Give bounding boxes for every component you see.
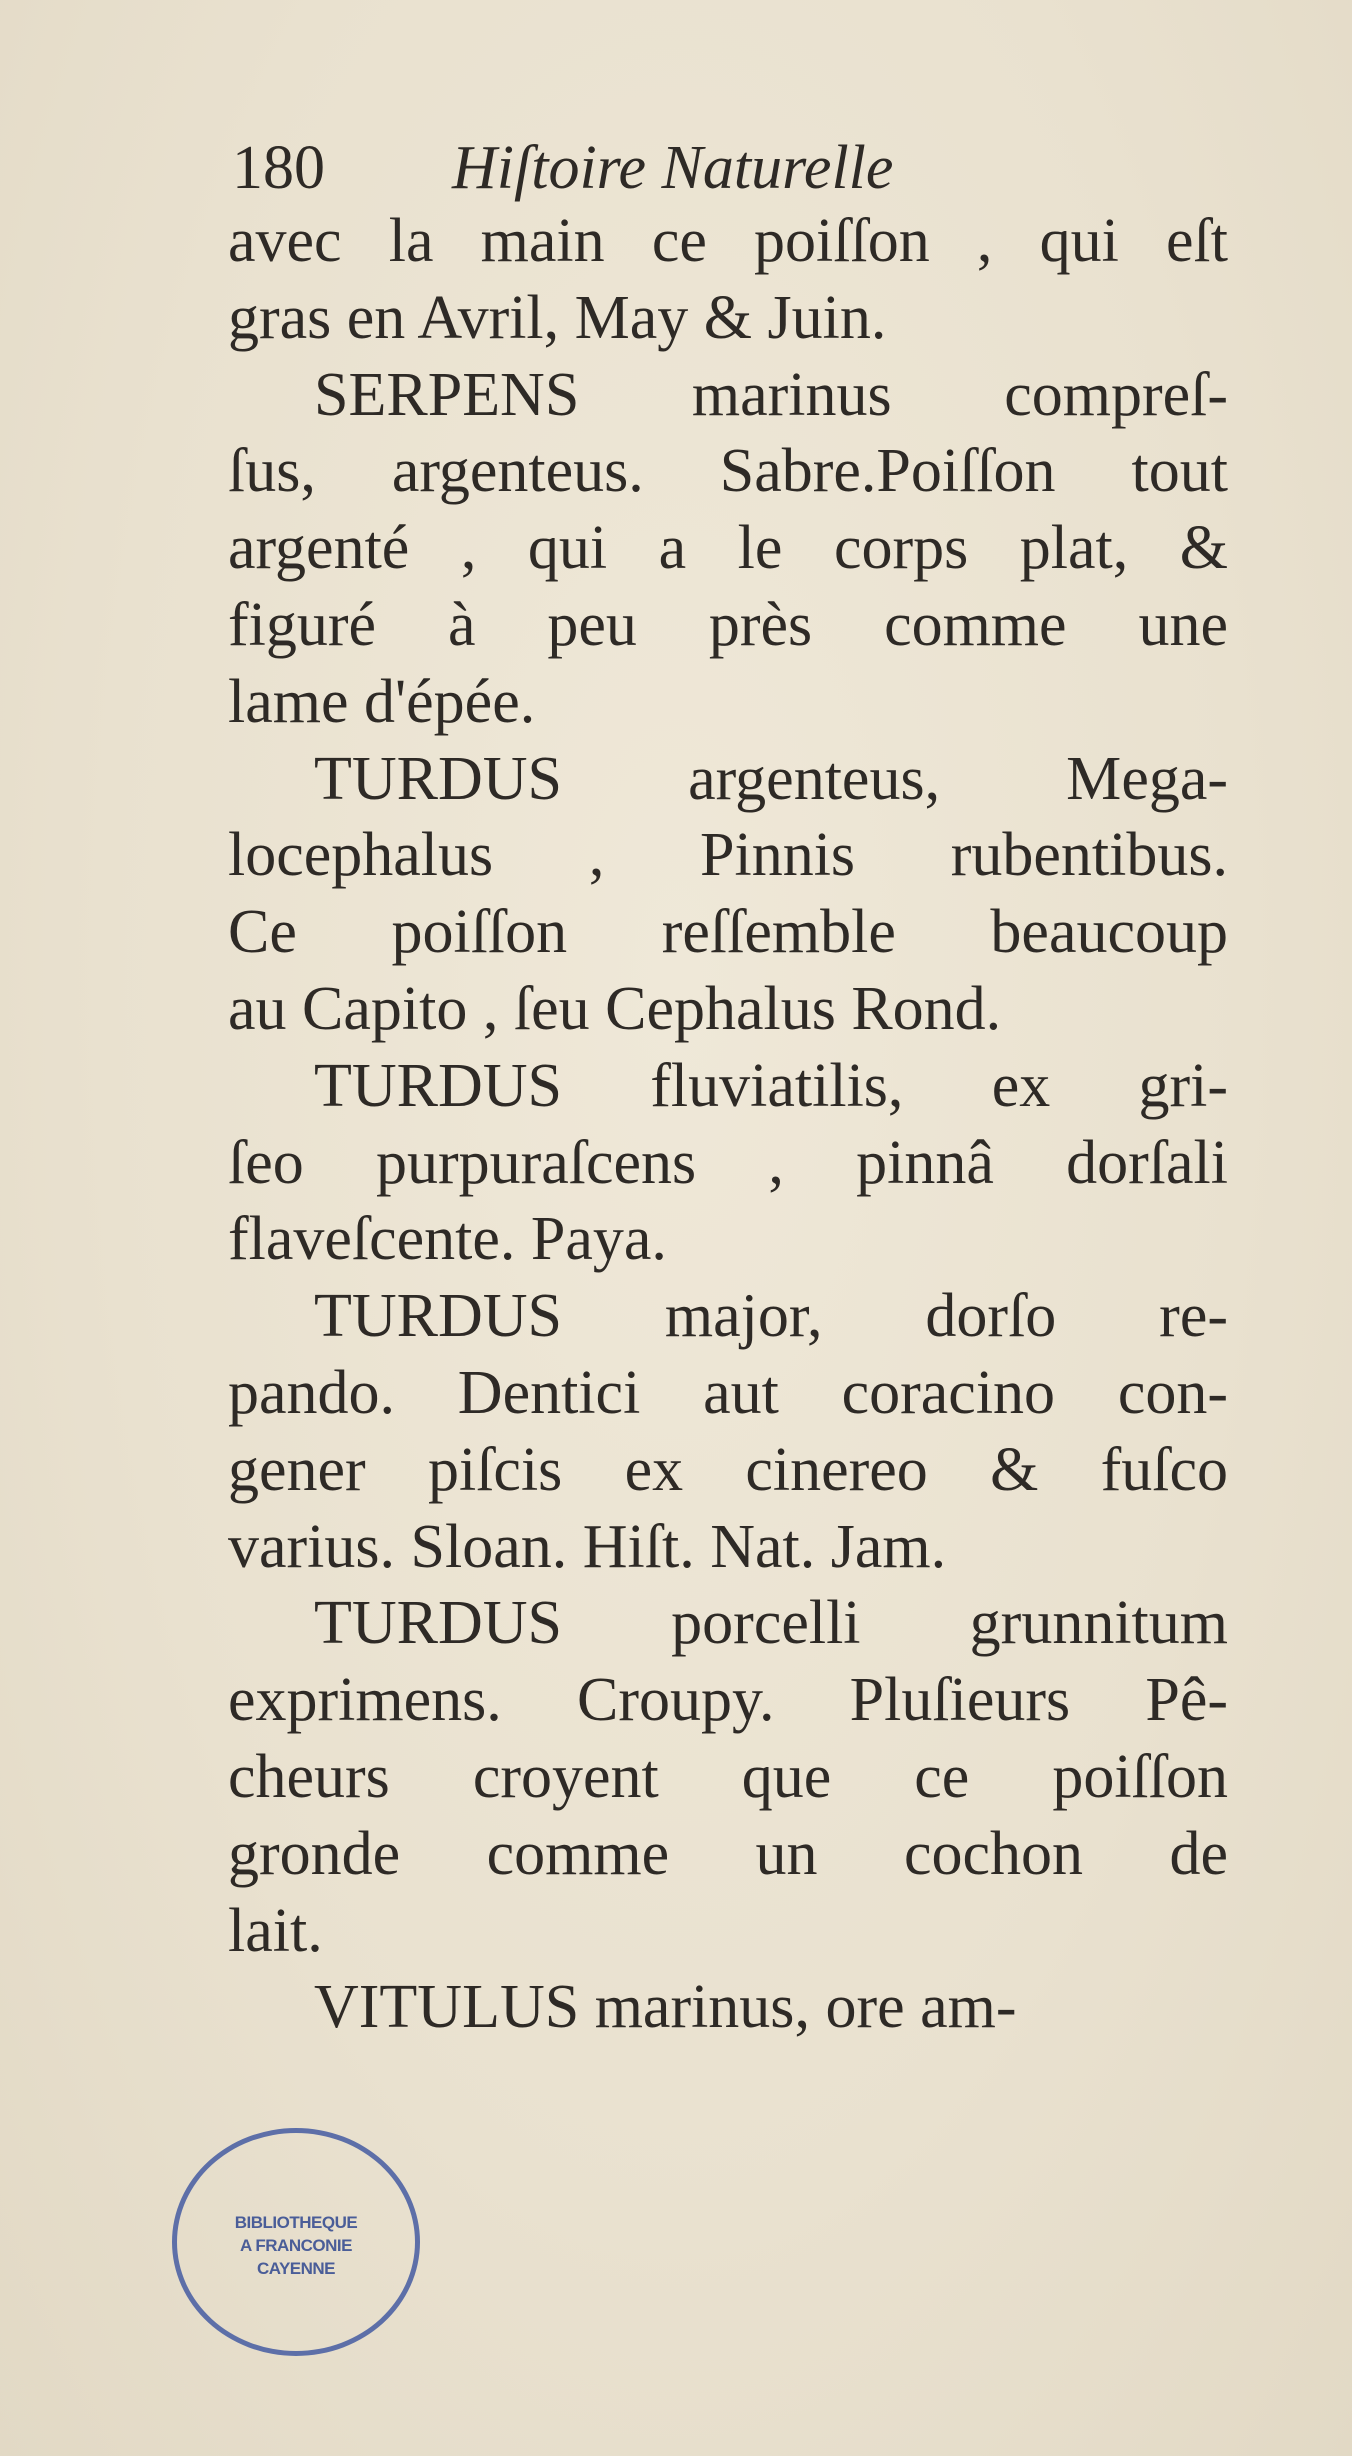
text-line: VITULUS marinus, ore am- [314, 1973, 1017, 2042]
text-line: gener piſcis ex cinereo & fuſco [228, 1435, 1228, 1504]
text-line: figuré à peu près comme une [228, 590, 1228, 659]
text-line: avec la main ce poiſſon , qui eſt [228, 207, 1228, 275]
text-line: locephalus , Pinnis rubentibus. [228, 821, 1228, 890]
text-line: varius. Sloan. Hiſt. Nat. Jam. [228, 1512, 947, 1581]
text-line: SERPENS marinus compreſ- [314, 360, 1228, 429]
library-stamp [172, 2128, 420, 2356]
text-line: TURDUS argenteus, Mega- [314, 744, 1228, 813]
text-line: flaveſcente. Paya. [228, 1205, 667, 1274]
text-line: lait. [228, 1896, 323, 1965]
text-line: ſeo purpuraſcens , pinnâ dorſali [228, 1128, 1228, 1197]
stamp-text [177, 2211, 415, 2280]
text-line: argenté , qui a le corps plat, & [228, 514, 1228, 583]
text-line: au Capito , ſeu Cephalus Rond. [228, 974, 1002, 1043]
text-line: gras en Avril, May & Juin. [228, 283, 887, 352]
page-number: 180 [232, 134, 325, 202]
text-line: ſus, argenteus. Sabre.Poiſſon tout [228, 437, 1228, 506]
stamp-line: BIBLIOTHEQUE [234, 2213, 358, 2232]
text-line: pando. Dentici aut coracino con- [228, 1358, 1228, 1427]
text-line: lame d'épée. [228, 667, 536, 736]
text-line: cheurs croyent que ce poiſſon [228, 1742, 1228, 1811]
body-text [228, 203, 1228, 2046]
stamp-line: CAYENNE [256, 2259, 336, 2278]
stamp-line: A FRANCONIE [240, 2236, 352, 2255]
text-line: TURDUS major, dorſo re- [314, 1282, 1228, 1351]
text-line: Ce poiſſon reſſemble beaucoup [228, 898, 1228, 967]
text-line: exprimens. Croupy. Pluſieurs Pê- [228, 1666, 1228, 1735]
text-line: TURDUS fluviatilis, ex gri- [314, 1051, 1228, 1120]
text-line: TURDUS porcelli grunnitum [314, 1589, 1228, 1658]
page-header [232, 128, 893, 208]
text-line: gronde comme un cochon de [228, 1819, 1228, 1888]
running-title: Hiſtoire Naturelle [452, 134, 894, 202]
